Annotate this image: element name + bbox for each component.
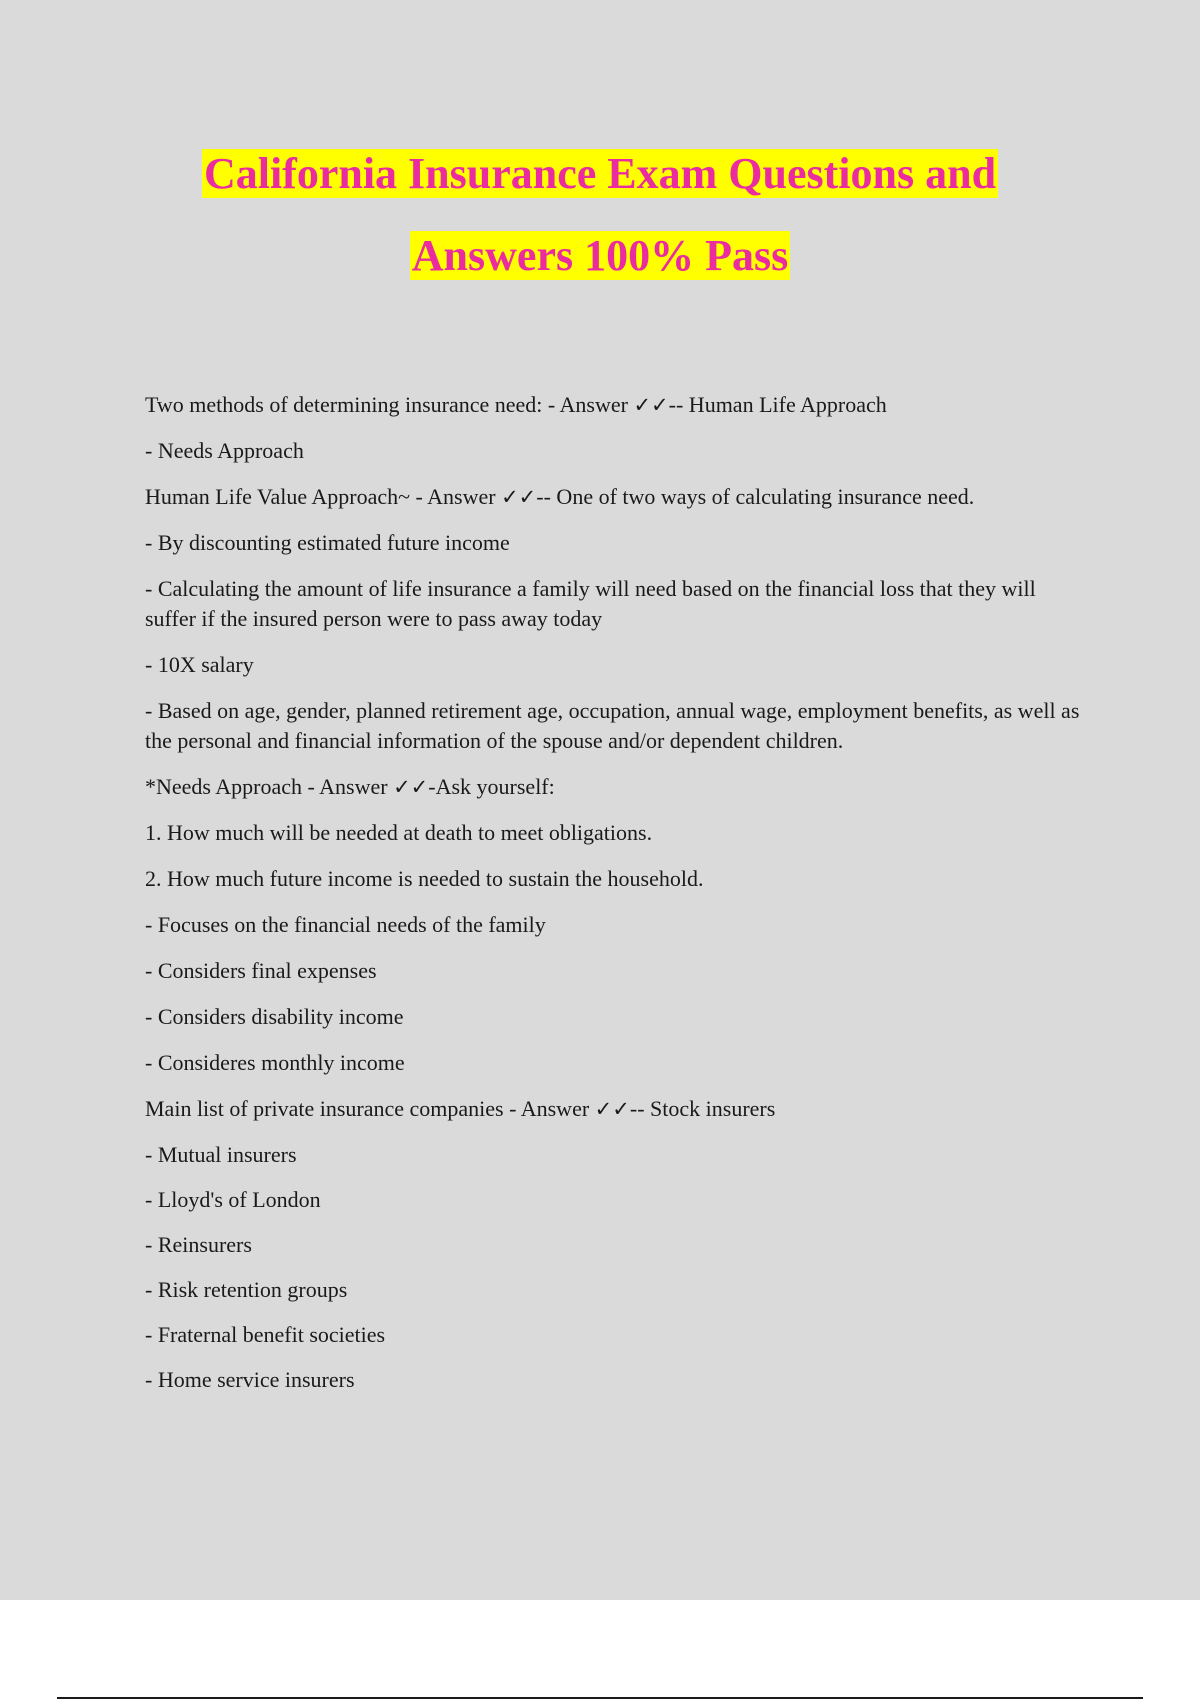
qa-question-4: Main list of private insurance companies - Answer ✓✓-- Stock insurers [145, 1096, 776, 1121]
qa-2-point-4: - Based on age, gender, planned retirement age, occupation, annual wage, employment benefits, as well as the personal and financial information of the spouse and/or dependent children. [145, 698, 1080, 753]
qa-2-point-1: - By discounting estimated future income [145, 530, 510, 555]
qa-4-point-1: - Mutual insurers [145, 1142, 297, 1167]
check-mark-icon: ✓✓ [633, 393, 669, 417]
check-mark-icon: ✓✓ [501, 485, 537, 509]
qa-3-point-2: 2. How much future income is needed to sustain the household. [145, 866, 704, 891]
qa-question-3: *Needs Approach - Answer ✓✓-Ask yourself: [145, 774, 555, 799]
qa-4-point-3: - Reinsurers [145, 1232, 252, 1257]
qa-4-point-4: - Risk retention groups [145, 1277, 348, 1302]
footer-divider [57, 1697, 1143, 1699]
check-mark-icon: ✓✓ [393, 775, 429, 799]
document-title-line-1: California Insurance Exam Questions and [203, 149, 997, 198]
qa-2-point-2: - Calculating the amount of life insurance a family will need based on the financial loss that they will suffer if the insured person were to pass away today [145, 576, 1036, 631]
qa-3-point-5: - Considers disability income [145, 1004, 404, 1029]
qa-3-point-6: - Consideres monthly income [145, 1050, 405, 1075]
qa-3-point-3: - Focuses on the financial needs of the family [145, 912, 546, 937]
qa-2-point-3: - 10X salary [145, 652, 254, 677]
document-body [145, 388, 1080, 1410]
qa-4-point-5: - Fraternal benefit societies [145, 1322, 386, 1347]
qa-4-point-2: - Lloyd's of London [145, 1187, 321, 1212]
qa-question-1: Two methods of determining insurance need: - Answer ✓✓-- Human Life Approach [145, 392, 887, 417]
qa-1-point-1: - Needs Approach [145, 438, 304, 463]
check-mark-icon: ✓✓ [594, 1097, 630, 1121]
qa-3-point-4: - Considers final expenses [145, 958, 377, 983]
document-title-line-2: Answers 100% Pass [411, 231, 789, 280]
qa-question-2: Human Life Value Approach~ - Answer ✓✓-- One of two ways of calculating insurance need. [145, 484, 975, 509]
qa-3-point-1: 1. How much will be needed at death to meet obligations. [145, 820, 653, 845]
qa-4-point-6: - Home service insurers [145, 1367, 355, 1392]
